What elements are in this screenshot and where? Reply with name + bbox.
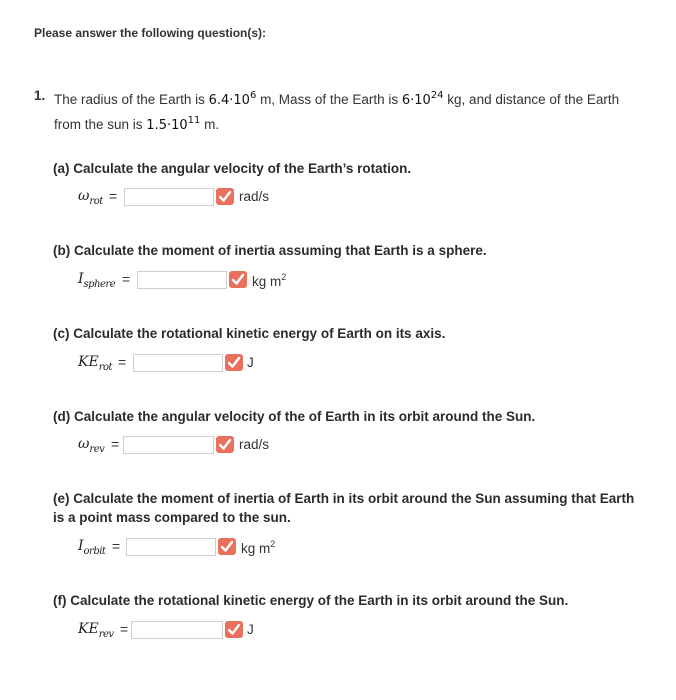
- part-e-variable: $I_{orbit}$: [78, 538, 106, 557]
- part-c-variable: $KE_{rot}$: [78, 354, 113, 373]
- part-b: [53, 241, 653, 260]
- part-f: [53, 591, 653, 610]
- part-c: [53, 324, 653, 343]
- part-f-variable: $KE_{rev}$: [78, 621, 114, 640]
- part-d-unit: rad/s: [239, 437, 270, 452]
- part-e-title: (e) Calculate the moment of inertia of Earth in its orbit around the Sun assuming that Earth is a point mass compared to the sun.: [53, 491, 635, 525]
- equals-sign: =: [122, 271, 131, 287]
- part-a-unit: rad/s: [239, 189, 270, 204]
- part-d-input[interactable]: [123, 436, 214, 454]
- part-e-unit: kg $m^2$: [241, 539, 276, 556]
- checkmark-icon: [216, 188, 234, 205]
- checkmark-icon: [225, 621, 243, 638]
- part-f-unit: J: [247, 622, 254, 637]
- mass-value: $6\cdot 10^{24}$: [401, 90, 444, 108]
- equals-sign: =: [111, 436, 120, 452]
- equals-sign: =: [118, 354, 127, 370]
- part-f-input[interactable]: [131, 621, 223, 639]
- checkmark-icon: [218, 538, 236, 555]
- equals-sign: =: [112, 538, 121, 554]
- part-b-title: (b) Calculate the moment of inertia assuming that Earth is a sphere.: [53, 243, 487, 258]
- part-b-variable: $I_{sphere}$: [78, 271, 116, 290]
- part-d-variable: $\omega_{rev}$: [78, 436, 105, 455]
- checkmark-icon: [225, 354, 243, 371]
- part-e-input[interactable]: [126, 538, 216, 556]
- part-d-title: (d) Calculate the angular velocity of the of Earth in its orbit around the Sun.: [53, 409, 536, 424]
- checkmark-icon: [216, 436, 234, 453]
- question-text: The radius of the Earth is $6.4\cdot 10^6$ m, Mass of the Earth is $6\cdot 10^{24}$ kg, and distance of the Earth from the sun is $1.5\cdot 10^{11}$ m.: [54, 90, 620, 133]
- part-b-input[interactable]: [137, 271, 227, 289]
- part-c-unit: J: [247, 355, 254, 370]
- page-header: Please answer the following question(s):: [34, 26, 267, 40]
- distance-value: $1.5\cdot 10^{11}$: [146, 115, 201, 133]
- part-f-title: (f) Calculate the rotational kinetic energy of the Earth in its orbit around the Sun.: [53, 593, 569, 608]
- checkmark-icon: [229, 271, 247, 288]
- part-a-input[interactable]: [124, 188, 214, 206]
- radius-value: $6.4\cdot 10^6$: [208, 90, 257, 108]
- part-a-variable: $\omega_{rot}$: [78, 188, 103, 207]
- part-d: [53, 407, 653, 426]
- question-1: [34, 86, 644, 136]
- part-c-title: (c) Calculate the rotational kinetic energy of Earth on its axis.: [53, 326, 446, 341]
- question-number: 1.: [34, 88, 46, 103]
- part-a: [53, 159, 653, 178]
- part-c-input[interactable]: [133, 354, 223, 372]
- equals-sign: =: [120, 621, 129, 637]
- part-e: [53, 489, 643, 527]
- part-a-title: (a) Calculate the angular velocity of the Earth’s rotation.: [53, 161, 412, 176]
- part-b-unit: kg $m^2$: [252, 272, 287, 289]
- equals-sign: =: [109, 188, 118, 204]
